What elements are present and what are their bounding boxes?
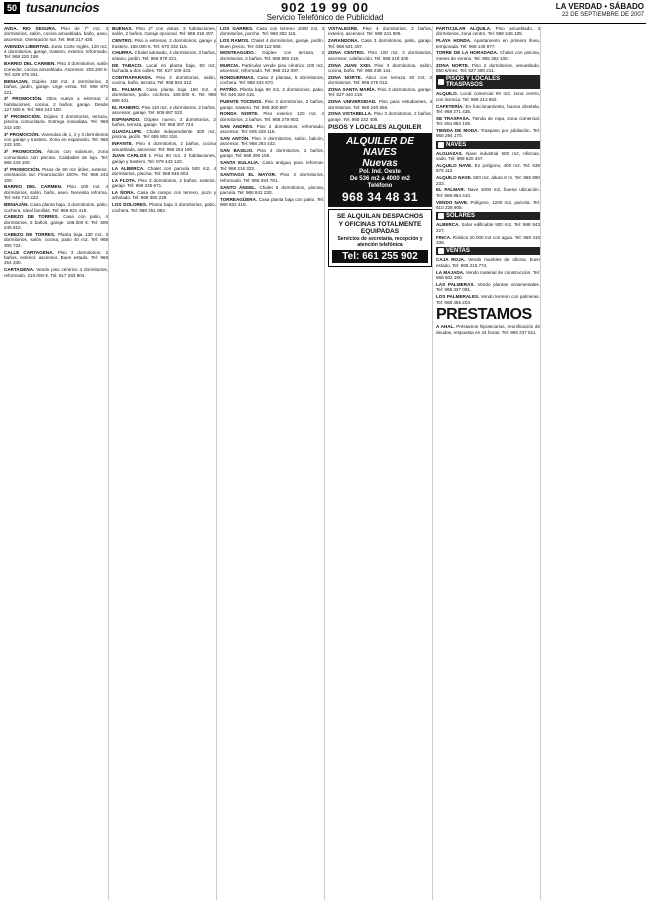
header-divider — [4, 23, 646, 24]
ad-heading: LA MAJADA. — [436, 269, 465, 275]
classified-ad — [4, 232, 108, 248]
classified-ad — [112, 202, 216, 213]
ad-heading: SAN ANTÓN. — [220, 135, 250, 141]
classified-ad — [436, 63, 540, 74]
ad-heading: LOS GARRES. — [220, 26, 254, 31]
ad-heading: GUADALUPE. — [112, 129, 143, 135]
classified-ad — [436, 128, 540, 139]
ad-heading: LA ALBERCA. — [112, 165, 145, 171]
ad-text: Tienda de ropa, zona comercial. Tel: 654 882 109. — [436, 115, 540, 127]
ad-heading: CALLE CARTAGENA. — [4, 249, 54, 255]
ad-text: Piso para estudiantes, 4 dormitorios. Tel: 968 240 566. — [328, 99, 433, 110]
classified-ad — [220, 99, 324, 110]
ad-text: Piso 3 dormitorios, 2 baños, garaje, trastero. Tel: 968 300 887. — [220, 99, 324, 110]
classified-ad — [436, 294, 540, 305]
ad-text: Piso 2º con vistas, 3 habitaciones, salón, 2 baños. Garaje opcional. Tel: 968 218 407. — [112, 26, 217, 37]
ad-text: Piso a estrenar, 2 dormitorios, garaje y trastero. 168.000 €. Tel: 670 332 115. — [112, 38, 216, 49]
ad-text: Dúplex 3 dormitorios, terraza, piscina comunitaria. Entrega inmediata. Tel: 968 243 100. — [4, 114, 108, 130]
prestamos-title: PRESTAMOS — [436, 306, 532, 324]
ad-text: Solar edificable 500 m2. Tel: 968 843 227. — [436, 222, 540, 233]
ad-text: Piso 4 dormitorios, 2 baños, exterior, ascensor. Tel: 968 241 906. — [328, 26, 432, 37]
classified-ad — [220, 63, 324, 74]
classified-ad — [112, 63, 216, 74]
classified-ad — [112, 153, 216, 164]
ad-heading: SAN BASILIO. — [220, 148, 254, 154]
ad-text: Casa 3 dormitorios, patio, garaje. Tel: 968 831 407. — [328, 38, 432, 49]
classified-ad — [220, 111, 324, 122]
ad-text: Planta baja 130 m2, 3 dormitorios, salón, cocina, patio 40 m2. Tel: 968 305 722. — [4, 231, 109, 248]
ad-heading: BENIAJAN. — [4, 78, 29, 84]
ad-heading: NONDUERMAS. — [220, 74, 255, 80]
ad-text: Dúplex nuevo, 3 dormitorios, 2 baños, terraza, garaje. Tel: 968 307 744. — [112, 116, 216, 128]
section-title: SOLARES — [446, 213, 476, 220]
classified-ad — [4, 214, 108, 230]
banner-line-3: Pol. Ind. Oeste — [359, 169, 401, 176]
classified-ad — [4, 167, 108, 183]
ad-heading: INFANTE. — [112, 141, 133, 147]
classified-ad — [328, 50, 432, 61]
classified-ad — [4, 44, 108, 60]
warehouse-icon — [438, 142, 444, 148]
ad-heading: FINCA. — [436, 234, 452, 240]
classified-ad — [436, 222, 540, 233]
ad-heading: CABEZO DE TORRES. — [4, 214, 59, 220]
classified-ad — [4, 250, 108, 266]
page-header — [0, 0, 650, 22]
classified-ad — [328, 63, 432, 74]
ad-heading: 3ª PROMOCIÓN. — [4, 96, 43, 102]
ad-heading: ALQUILO NAVE. — [436, 163, 473, 169]
naves-ads — [436, 151, 540, 211]
classified-ad — [112, 166, 216, 177]
ad-heading: ZONA CENTRO. — [328, 50, 365, 56]
section-header-naves — [436, 141, 540, 149]
classified-ad — [220, 38, 324, 49]
classified-ad — [4, 26, 108, 42]
classified-ad — [436, 91, 540, 102]
classified-ad — [436, 175, 540, 186]
classified-ad — [220, 26, 324, 37]
classified-ad — [436, 151, 540, 162]
prestamos-ads — [436, 324, 540, 335]
ad-heading: 3ª PROMOCIÓN. — [4, 131, 40, 137]
column-5 — [436, 26, 541, 900]
classified-ad — [436, 257, 540, 268]
ad-heading: TIENDA DE MODA. — [436, 128, 479, 134]
ad-text: Local comercial 90 m2, zona centro, con licencia. Tel: 968 213 662. — [436, 91, 541, 102]
ad-heading: EL PALMAR. — [436, 187, 465, 193]
ad-heading: CHURRA. — [112, 50, 134, 56]
ad-heading: LAS PALMERAS. — [436, 281, 475, 287]
ad-text: Piso 90 m2, 3 habitaciones, garaje y trastero. Tel: 679 443 120. — [112, 153, 216, 164]
ad-heading: CAJA ROJA. — [436, 257, 466, 263]
office-box-ad — [328, 209, 432, 267]
issue-date: 22 DE SEPTIEMBRE DE 2007 — [561, 12, 644, 18]
classified-ad — [220, 136, 324, 147]
ad-heading: LA ÑORA. — [112, 190, 136, 196]
ad-text: Casa planta baja, 3 dormitorios, patio, cochera. Ideal familias. Tel: 968 821 419. — [4, 202, 108, 213]
classified-ad — [328, 26, 432, 37]
banner-line-5: Teléfono — [367, 183, 393, 190]
classified-ad — [220, 148, 324, 159]
ad-heading: AVENIDA LIBERTAD. — [4, 43, 50, 49]
ad-heading: 3ª PROMOCIÓN. — [4, 166, 41, 172]
columns — [4, 26, 648, 900]
classified-ad — [436, 38, 540, 49]
ad-heading: TORRE DE LA HORADADA. — [436, 50, 499, 56]
ad-text: Piso 100 m2, 4 dormitorios, salón, baño, aseo. Necesita reforma. Tel: 646 710 223. — [4, 184, 109, 201]
classified-ad — [220, 197, 324, 208]
ad-heading: PATIÑO. — [220, 87, 238, 93]
brand-logo: tusanuncios — [26, 0, 100, 15]
ad-text: Nave 1000 m2, buena ubicación. Tel: 968 884 410. — [436, 187, 540, 198]
column-1 — [4, 26, 109, 900]
box-line-3: Servicios de secretaría, recepción y atención telefónica — [337, 235, 423, 248]
ad-heading: RONDA NORTE. — [220, 111, 259, 117]
ad-heading: CAFETERÍA. — [436, 103, 464, 109]
classified-ad — [4, 61, 108, 77]
ad-heading: ZONA NORTE. — [328, 74, 362, 80]
ad-text: Piso 2 dormitorios, reformado, ascensor. Tel: 605 228 116. — [220, 123, 324, 135]
ad-text: Piso exterior 120 m2, 4 dormitorios, 2 baños. Tel: 968 279 903. — [220, 111, 324, 122]
classified-ad — [436, 50, 540, 61]
classified-ad — [436, 163, 540, 174]
ad-text: Particular vende piso céntrico 100 m2, ascensor, reformado. Tel: 968 212 097. — [220, 62, 325, 74]
ad-heading: VISTALEGRE. — [328, 26, 359, 31]
banner-line-4: De 536 m2 a 4000 m2 — [349, 176, 411, 183]
ad-text: En polígono, 400 m2. Tel: 639 875 112. — [436, 163, 540, 174]
ad-text: Dúplex 150 m2, 4 dormitorios, 2 baños, jardín, garaje. Urge venta. Tel: 968 870 221. — [4, 78, 108, 95]
ad-text: Planta baja 3 dormitorios, patio, cochera. Tel: 968 251 983. — [112, 202, 216, 213]
ad-text: Préstamos hipotecarios, reunificación de deudas, respuesta en 24 horas. Tel: 968 237 811. — [436, 324, 540, 335]
ad-text: Chalet con piscina, meses de verano. Tel: 965 352 100. — [436, 50, 540, 61]
classified-ad — [112, 75, 216, 86]
land-icon — [438, 213, 444, 219]
ad-text: Chalet 5 dormitorios, piscina, parcela. Tel: 968 841 230. — [220, 184, 324, 196]
classified-ad — [436, 282, 540, 293]
header-service: Servicio Telefónico de Publicidad — [266, 13, 384, 22]
column-2 — [112, 26, 217, 900]
classified-ad — [4, 96, 108, 112]
ad-heading: VENDO NAVE. — [436, 199, 469, 205]
ad-heading: BARRIO DEL CARMEN. — [4, 184, 63, 190]
section-title: VENTAS — [446, 248, 470, 255]
classified-ad — [112, 50, 216, 61]
classified-ad — [4, 149, 108, 165]
column-4-ads — [328, 26, 432, 122]
ad-text: En funcionamiento, buena clientela. Tel: 968 271 435. — [436, 103, 540, 115]
ad-text: Apartamento en primera línea, temporada. Tel: 968 145 877. — [436, 38, 540, 49]
classified-ad — [4, 132, 108, 148]
ad-text: Polígono, 1200 m2, parcela. Tel: 610 228 905. — [436, 199, 540, 211]
ad-text: Piso 3 dormitorios, 2 baños, garaje. Tel: 968 232 408. — [328, 111, 432, 122]
section-header-ventas — [436, 247, 540, 255]
column-4 — [328, 26, 433, 900]
ad-text: Junto Corte Inglés, 120 m2, 4 dormitorios, garaje, trastero, exterior, reformado. Tel: 968 220 158. — [4, 43, 108, 60]
ad-heading: AVDA. RIO SEGURA. — [4, 26, 57, 31]
classified-ad — [4, 202, 108, 213]
ad-heading: ALQUILO. — [436, 91, 458, 97]
classified-ad — [436, 116, 540, 127]
ad-text: Piso 3 dormitorios, reformado. Tel: 968 254 781. — [220, 172, 324, 183]
ad-heading: ESPINARDO. — [112, 116, 141, 122]
naves-banner-ad — [328, 133, 432, 207]
ad-heading: LOS PALMERALES. — [436, 294, 480, 300]
ad-text: Traspaso por jubilación. Tel: 968 294 170. — [436, 128, 540, 139]
classified-ad — [112, 87, 216, 103]
classified-ad — [112, 190, 216, 201]
ad-text: Vendo muebles de oficina, buen estado. Tel: 968 215 774. — [436, 257, 540, 268]
ad-text: Piso 3 dormitorios, salón, cocina, baño, terraza. Tel: 968 844 312. — [112, 74, 216, 86]
classified-ad — [4, 267, 108, 278]
ad-heading: EL RANERO. — [112, 104, 141, 110]
section-title: NAVES — [446, 141, 467, 148]
classified-ad — [436, 187, 540, 198]
ad-text: Vendo plantas ornamentales. Tel: 968 337 091. — [436, 281, 540, 293]
column-3 — [220, 26, 325, 900]
ad-text: Piso 3 dormitorios, 2 baños, exterior, garaje. Tel: 968 235 671. — [112, 177, 216, 189]
ad-text: Casa planta baja con patio. Tel: 968 822 419. — [220, 196, 324, 208]
classified-ad — [112, 129, 216, 140]
ad-text: Casa 2 plantas, 5 dormitorios, cochera. Tel: 968 342 670. — [220, 74, 324, 86]
ad-heading: SANTIAGO EL MAYOR. — [220, 172, 277, 178]
ad-text: Piso 3 dormitorios, 2 baños, exterior, ascensor. Buen estado. Tel: 968 254 330. — [4, 249, 109, 266]
classified-ad — [328, 87, 432, 98]
ad-text: Vendo piso céntrico 4 dormitorios, reformado. 210.000 €. Tel: 617 283 904. — [4, 267, 108, 278]
classified-ad — [220, 75, 324, 86]
ad-heading: DE TABACO. — [112, 62, 143, 68]
ad-heading: A AHAL. — [436, 324, 455, 330]
section-title-alquiler: PISOS Y LOCALES ALQUILER — [328, 124, 422, 132]
ad-text: Áticos con solarium, zona comunitaria con piscina. Calidades de lujo. Tel: 968 243 100. — [4, 149, 109, 166]
ad-text: Piso 3 dormitorios, salón, cocina, baño. Tel: 968 238 144. — [328, 62, 432, 74]
classified-ad — [220, 160, 324, 171]
section-title: PISOS Y LOCALES TRASPASOS — [445, 76, 501, 89]
ad-heading: PLAYA HONDA. — [436, 38, 472, 44]
ad-heading: ZONA JUAN XXIII. — [328, 62, 372, 68]
classified-ad — [112, 141, 216, 152]
newspaper-name: LA VERDAD • SÁBADO — [555, 2, 644, 11]
ad-text: Casa de campo con terreno, pozo y arbolado. Tel: 968 380 228. — [112, 190, 217, 201]
ad-text: Rústica 20.000 m2 con agua. Tel: 968 410 338. — [436, 234, 541, 246]
column-5-ads — [436, 26, 540, 73]
ad-heading: ZONA SANTA MARÍA. — [328, 87, 376, 93]
ad-text: Vendo material de construcción. Tel: 968 602 180. — [436, 269, 540, 281]
ad-heading: ZARANDONA. — [328, 38, 359, 44]
classified-ad — [436, 324, 540, 335]
classified-ad — [220, 50, 324, 61]
classified-ad — [4, 79, 108, 95]
ad-heading: EL PALMAR. — [112, 87, 143, 93]
ad-heading: 3ª PROMOCIÓN. — [4, 114, 42, 120]
classified-ad — [436, 104, 540, 115]
classified-ad — [112, 117, 216, 128]
ad-text: Chalet adosado, 4 dormitorios, 3 baños, sótano, jardín. Tel: 968 879 221. — [112, 50, 216, 61]
ad-text: Casa con patio, 4 dormitorios, 2 baños, garaje. 186.000 €. Tel: 609 245 810. — [4, 214, 108, 231]
ad-heading: MONTEAGUDO. — [220, 50, 255, 56]
ad-heading: SE TRASPASA. — [436, 115, 471, 121]
ad-text: Vendo terreno con palmeras. Tel: 968 455 203. — [436, 294, 540, 305]
ad-text: Piso 4 dormitorios, 2 baños, cocina amueblada, ascensor. Tel: 968 264 190. — [112, 141, 216, 152]
ad-heading: BENIAJÁN. — [4, 202, 29, 208]
house-icon — [438, 79, 444, 85]
classified-ad — [436, 235, 540, 246]
ad-heading: ZONA VISTABELLA. — [328, 111, 373, 117]
ad-text: Chalet con parcela 500 m2, 4 dormitorios, piscina. Tel: 968 845 603. — [112, 165, 216, 177]
ad-text: Chalet independiente 300 m2, piscina, jardín. Tel: 655 902 318. — [112, 129, 217, 140]
classified-ad — [4, 114, 108, 130]
ad-text: Nave industrial 600 m2, oficinas, vado. Tel: 968 620 447. — [436, 150, 540, 162]
ad-text: Piso 3 dormitorios, salón, balcón, ascensor. Tel: 968 293 442. — [220, 135, 325, 147]
ad-text: Casa planta baja 150 m2, 4 dormitorios, patio, cochera. 189.000 €. Tel: 968 889 401. — [112, 87, 216, 103]
classified-ad — [220, 124, 324, 135]
classified-ad — [112, 26, 216, 37]
ad-heading: SANTA EULALIA. — [220, 160, 260, 166]
ad-text: Obra nueva a estrenar, 2 habitaciones, cocina, 2 baños, garaje. Desde 127.000 €. Tel: 968 243 100. — [4, 96, 108, 113]
box-line-2: Y OFICINAS TOTALMENTE EQUIPADAS — [338, 220, 422, 236]
box-phone: Tel: 661 255 902 — [332, 250, 428, 263]
ad-heading: JUAN CARLOS I. — [112, 153, 152, 159]
ad-heading: 3ª PROMOCIÓN. — [4, 149, 43, 155]
ad-heading: ZONA UNIVERSIDAD. — [328, 99, 377, 105]
ad-text: Piso de 7º m2, 3 dormitorios, salón, cocina amueblada, baño, aseo, ascensor. Orientación sur. Tel: 968 217 435. — [4, 26, 108, 42]
classified-ad — [328, 111, 432, 122]
classified-ad — [220, 172, 324, 183]
page-number: 50 — [4, 2, 20, 14]
ad-heading: LOS DOLORES. — [112, 202, 148, 208]
classified-ad — [112, 38, 216, 49]
header-phone: 902 19 99 00 — [281, 0, 369, 15]
ad-text: Piso 3 dormitorios, garaje. Tel: 627 440 219. — [328, 87, 432, 98]
ad-text: Chalet 4 dormitorios, garaje, jardín. Buen precio. Tel: 639 112 508. — [220, 38, 324, 49]
classified-ad — [436, 270, 540, 281]
ad-text: Local en planta baja, 80 m2, fachada a dos calles. Tel: 627 109 443. — [112, 62, 216, 74]
ad-heading: ZONA NORTE. — [436, 62, 470, 68]
ad-heading: CONTRAPARADA. — [112, 74, 153, 80]
classified-ad — [328, 99, 432, 110]
classified-ad — [436, 26, 540, 37]
ad-text: Piso amueblado, 3 dormitorios, zona centro. Tel: 968 246 105. — [436, 26, 541, 37]
tag-icon — [438, 248, 444, 254]
ad-text: Viviendas de 1, 2 y 3 dormitorios con garaje y trastero. Zona en expansión. Tel: 968 243 100. — [4, 131, 108, 148]
ad-text: Piso 110 m2, 4 dormitorios, 2 baños, ascensor, garaje. Tel: 609 887 520. — [112, 104, 217, 116]
ad-text: Planta baja 90 m2, 3 dormitorios, patio. Tel: 646 320 415. — [220, 87, 324, 98]
ad-text: Casa antigua para reformar. Tel: 968 216 322. — [220, 160, 324, 171]
banner-line-1: ALQUILER DE NAVES — [346, 136, 414, 159]
classified-ad — [4, 184, 108, 200]
ad-heading: SANTO ÁNGEL. — [220, 184, 257, 190]
ad-text: Casa con terreno 1000 m2, 3 dormitorios, porche. Tel: 968 302 115. — [220, 26, 325, 37]
ad-heading: SAN ANDRÉS. — [220, 123, 254, 129]
ad-heading: PARTICULAR ALQUILA. — [436, 26, 492, 31]
ad-heading: MURCIA. — [220, 62, 240, 68]
ad-heading: BUENAS. — [112, 26, 133, 31]
ad-heading: ALBERCA. — [436, 222, 460, 228]
ad-heading: CENTRO. — [112, 38, 133, 44]
ad-text: Piso 3 dormitorios, salón comedor, cocina amueblada. Ascensor. 203.200 €. Tel: 629 375 451. — [4, 61, 108, 78]
ad-text: 500 m2, altura 8 m. Tel: 968 890 233. — [436, 175, 540, 186]
ad-heading: CABEZO DE TORRES. — [4, 231, 56, 237]
classified-ad — [328, 75, 432, 86]
classified-ad — [112, 105, 216, 116]
ad-text: Piso 2 dormitorios, amueblado. 550 €/mes. Tel: 627 390 211. — [436, 62, 540, 74]
ad-heading: PUENTE TOCINOS. — [220, 99, 263, 105]
classified-ad — [220, 185, 324, 196]
ad-heading: CARTAGENA. — [4, 267, 35, 273]
ad-heading: BARRIO DEL CARMEN. — [4, 61, 56, 67]
classified-ad — [112, 178, 216, 189]
ventas-ads — [436, 257, 540, 304]
ad-heading: LA FLOTA. — [112, 177, 137, 183]
ad-heading: TORREAGÜERA. — [220, 196, 258, 202]
section-header-traspasos — [436, 75, 540, 89]
ad-heading: ALQUILO NAVE. — [436, 175, 472, 181]
classified-ad — [436, 200, 540, 211]
traspasos-ads — [436, 91, 540, 138]
banner-line-2: Nuevas — [362, 158, 398, 170]
ad-text: Dúplex con terraza, 3 dormitorios, 2 baños. Tel: 968 850 216. — [220, 50, 324, 61]
classified-ad — [220, 87, 324, 98]
ad-text: Piso 4 dormitorios, 2 baños, garaje. Tel: 968 290 155. — [220, 148, 324, 159]
classified-ad — [328, 38, 432, 49]
box-line-1: SE ALQUILAN DESPACHOS — [336, 213, 424, 221]
banner-phone: 968 34 48 31 — [341, 190, 419, 205]
ad-text: Ático con terraza 40 m2, 2 dormitorios. Tel: 968 275 012. — [328, 74, 432, 86]
ad-text: Pisos de 90 m2 útiles, exterior, orientación sur. Financiación 100%. Tel: 968 243 100. — [4, 166, 108, 183]
ad-heading: LOS RAMOS. — [220, 38, 250, 44]
ad-heading: ALGUAZAS. — [436, 150, 463, 156]
solares-ads — [436, 222, 540, 245]
ad-text: Piso 100 m2, 3 dormitorios, ascensor, calefacción. Tel: 968 218 330. — [328, 50, 432, 61]
section-header-solares — [436, 212, 540, 220]
